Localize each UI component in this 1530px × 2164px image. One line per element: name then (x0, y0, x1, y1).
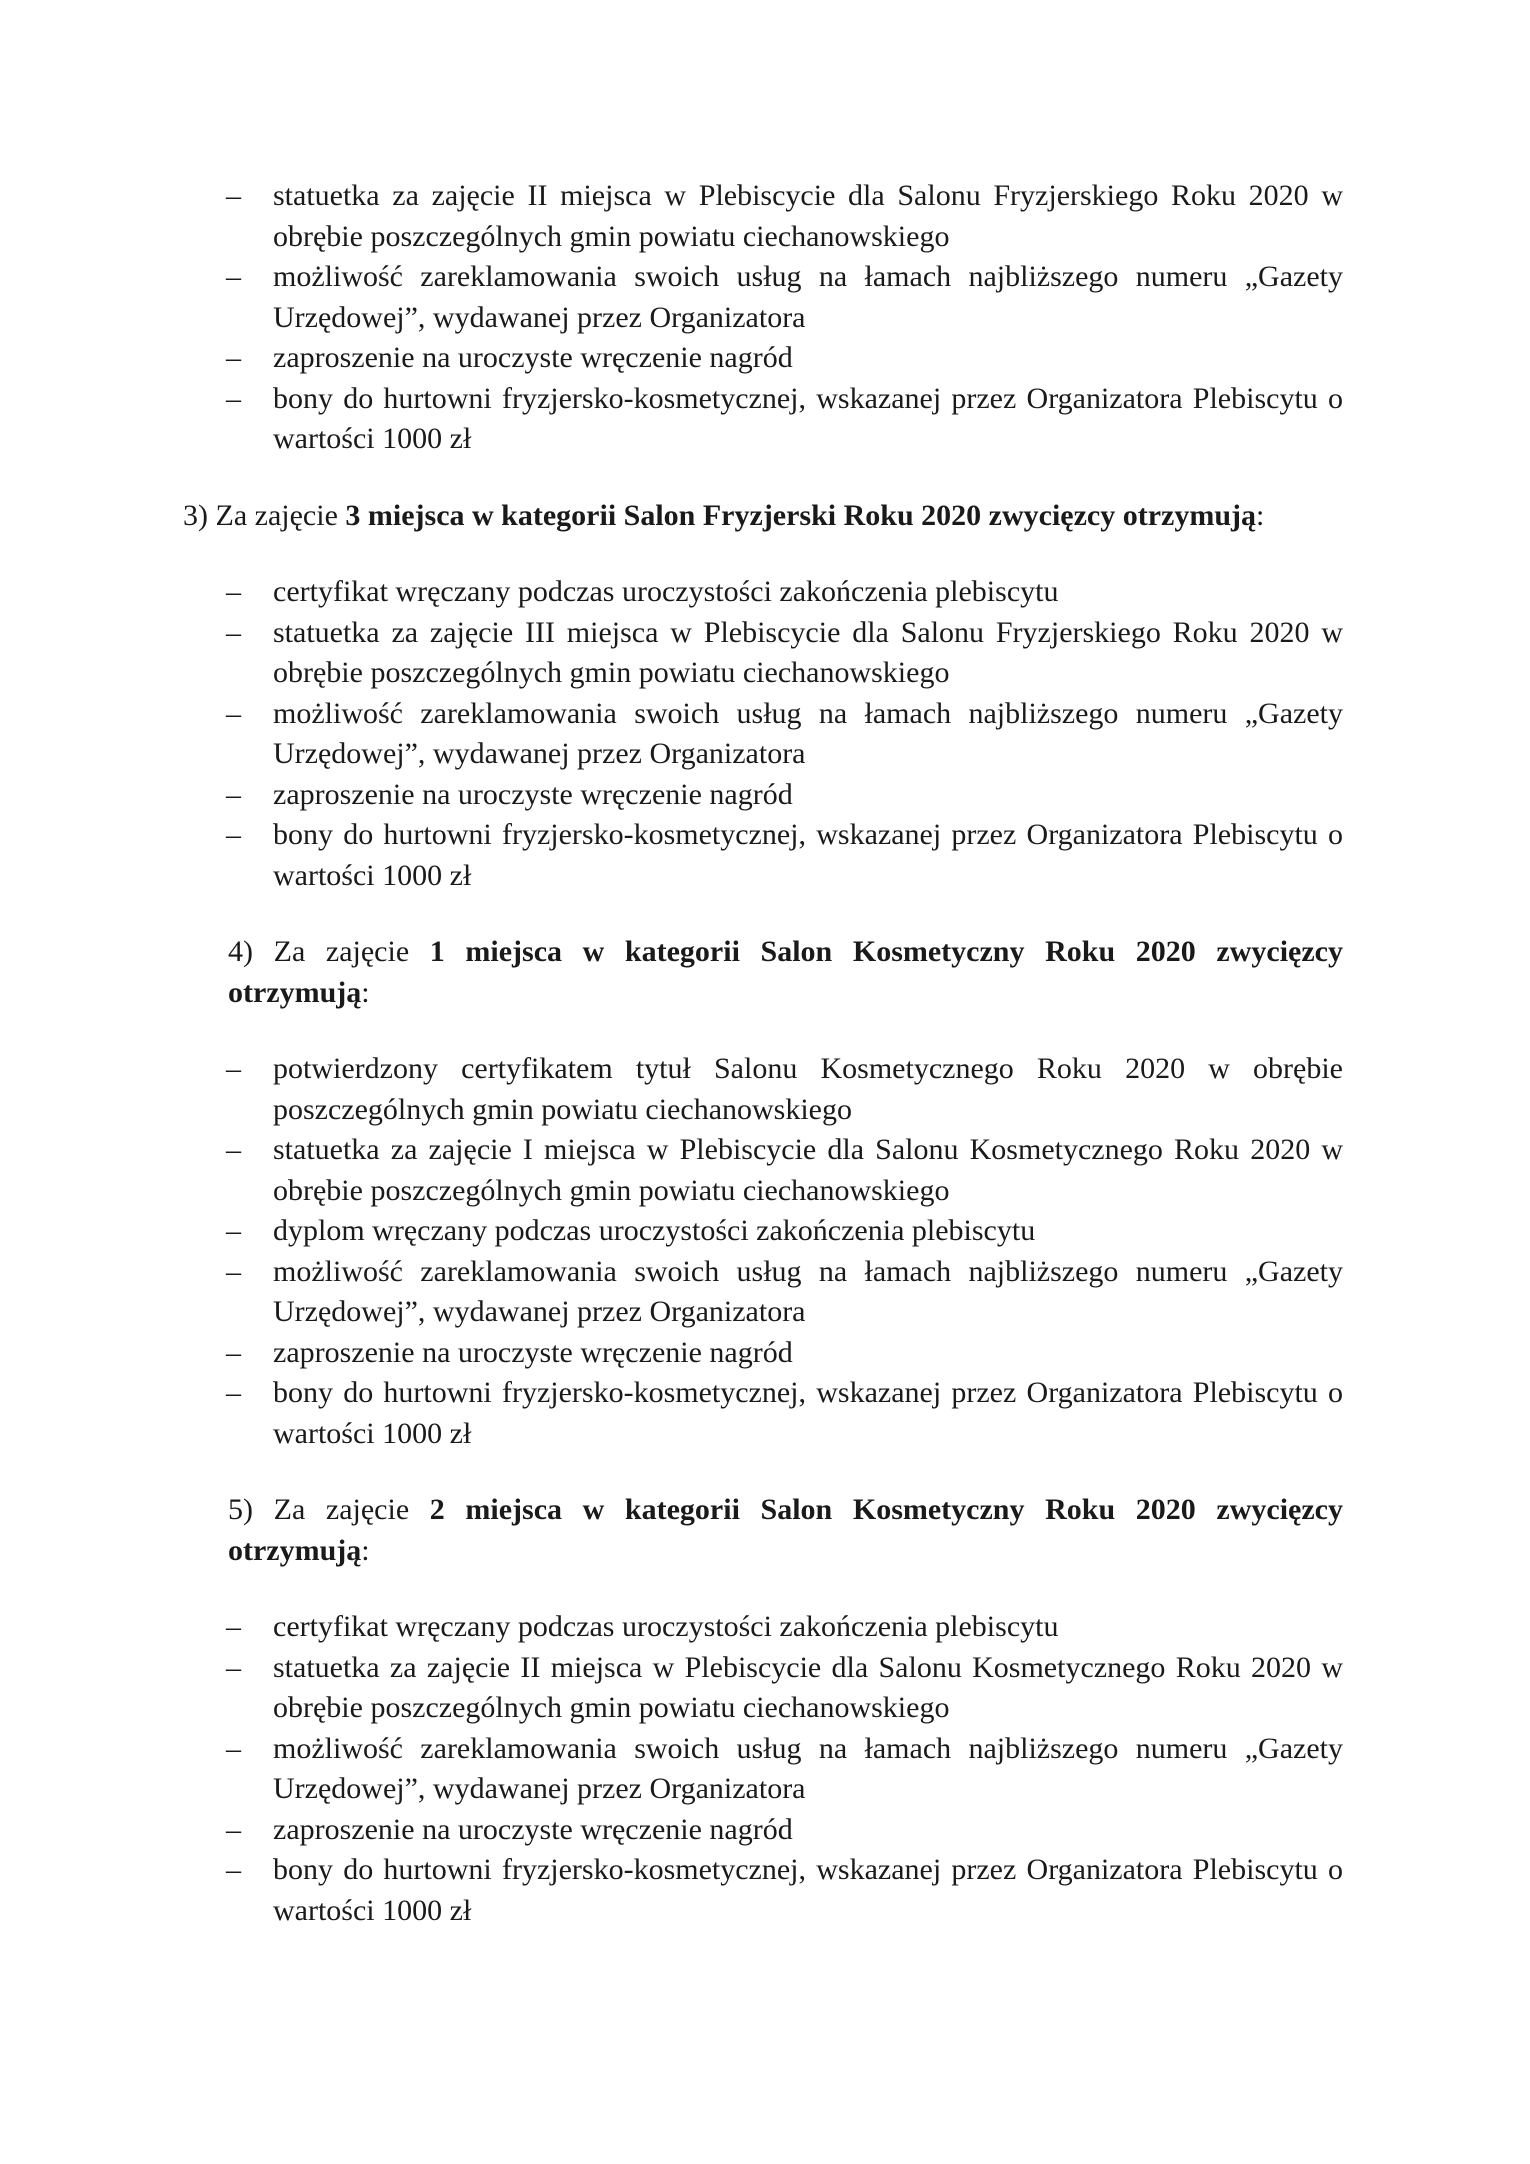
bullet-dash: – (226, 777, 241, 811)
bullet-dash: – (226, 260, 241, 293)
bullet-dash: – (226, 1052, 241, 1085)
list-item (183, 694, 1343, 775)
bullet-dash: – (226, 1731, 241, 1765)
heading-bold: 3 miejsca w kategorii Salon Fryzjerski Roku 2020 zwycięzcy otrzymują (345, 498, 1257, 532)
bullet-dash: – (226, 1254, 241, 1288)
list-item-text: możliwość zareklamowania swoich usług na łamach najbliższego numeru „Gazety Urzędowej”, wydawanej przez Organizatora (273, 1254, 1343, 1328)
list-item-text: możliwość zareklamowania swoich usług na łamach najbliższego numeru „Gazety Urzędowej”, wydawanej przez Organizatora (273, 1731, 1343, 1805)
list-item (183, 1810, 1343, 1851)
section-5-list (183, 1607, 1343, 1931)
bullet-dash: – (226, 1376, 241, 1409)
list-item-text: zaproszenie na uroczyste wręczenie nagród (273, 1812, 793, 1846)
list-item (183, 1648, 1343, 1729)
heading-bold: 1 miejsca w kategorii Salon Kosmetyczny Roku 2020 zwycięzcy (429, 935, 1343, 968)
bullet-dash: – (226, 575, 241, 608)
heading-prefix: 3) Za zajęcie (183, 498, 346, 532)
bullet-dash: – (226, 1214, 241, 1247)
list-item (183, 1049, 1343, 1130)
list-item (183, 613, 1343, 694)
list-item-text: bony do hurtowni fryzjersko-kosmetycznej, wskazanej przez Organizatora Plebiscytu o wartości 1000 zł (273, 1853, 1343, 1927)
heading-bold: 2 miejsca w kategorii Salon Kosmetyczny Roku 2020 zwycięzcy (429, 1493, 1343, 1526)
list-item-text: możliwość zareklamowania swoich usług na łamach najbliższego numeru „Gazety Urzędowej”, wydawanej przez Organizatora (273, 260, 1343, 334)
section-4-list (183, 1049, 1343, 1454)
list-item-text: możliwość zareklamowania swoich usług na łamach najbliższego numeru „Gazety Urzędowej”, wydawanej przez Organizatora (273, 696, 1343, 770)
section-3-heading (183, 496, 1343, 537)
list-item-text: certyfikat wręczany podczas uroczystości zakończenia plebiscytu (273, 575, 1059, 608)
list-item (183, 572, 1343, 613)
bullet-dash: – (226, 1650, 241, 1684)
heading-suffix: : (1256, 498, 1265, 532)
list-item (183, 1211, 1343, 1252)
bullet-dash: – (226, 1812, 241, 1846)
bullet-dash: – (226, 1335, 241, 1369)
list-item (183, 1729, 1343, 1810)
list-item (183, 338, 1343, 379)
list-item (183, 1373, 1343, 1454)
list-item-text: bony do hurtowni fryzjersko-kosmetycznej, wskazanej przez Organizatora Plebiscytu o wartości 1000 zł (273, 818, 1343, 892)
list-item-text: bony do hurtowni fryzjersko-kosmetycznej, wskazanej przez Organizatora Plebiscytu o wartości 1000 zł (273, 381, 1343, 455)
document-body (183, 176, 1343, 1931)
list-item-text: statuetka za zajęcie III miejsca w Plebiscycie dla Salonu Fryzjerskiego Roku 2020 w obrębie poszczególnych gmin powiatu ciechanowskiego (273, 615, 1343, 689)
list-item (183, 1333, 1343, 1374)
list-item-text: certyfikat wręczany podczas uroczystości zakończenia plebiscytu (273, 1610, 1059, 1643)
list-item (183, 257, 1343, 338)
heading-prefix: 5) Za zajęcie (228, 1493, 430, 1526)
bullet-dash: – (226, 1133, 241, 1166)
bullet-dash: – (226, 1610, 241, 1643)
bullet-dash: – (226, 615, 241, 649)
bullet-dash: – (226, 179, 241, 212)
list-item-text: dyplom wręczany podczas uroczystości zakończenia plebiscytu (273, 1214, 1036, 1247)
list-item (183, 1130, 1343, 1211)
heading-line-1 (228, 1490, 1343, 1531)
list-item-text: statuetka za zajęcie II miejsca w Plebiscycie dla Salonu Fryzjerskiego Roku 2020 w obrębie poszczególnych gmin powiatu ciechanowskiego (273, 179, 1343, 253)
list-item (183, 379, 1343, 460)
section-3-list (183, 572, 1343, 896)
list-item (183, 815, 1343, 896)
bullet-dash: – (226, 381, 241, 415)
list-item (183, 1607, 1343, 1648)
section-4-heading (183, 932, 1343, 1013)
list-item-text: statuetka za zajęcie II miejsca w Plebiscycie dla Salonu Kosmetycznego Roku 2020 w obrębie poszczególnych gmin powiatu ciechanowskiego (273, 1650, 1343, 1724)
list-item-text: potwierdzony certyfikatem tytuł Salonu Kosmetycznego Roku 2020 w obrębie poszczególnych gmin powiatu ciechanowskiego (273, 1052, 1343, 1126)
heading-line-1 (228, 932, 1343, 973)
bullet-dash: – (226, 818, 241, 851)
list-item (183, 775, 1343, 816)
heading-suffix: : (361, 975, 370, 1009)
list-item-text: zaproszenie na uroczyste wręczenie nagród (273, 777, 793, 811)
list-item (183, 1252, 1343, 1333)
section-2-list (183, 176, 1343, 460)
heading-bold-line-2: otrzymują (228, 1533, 362, 1567)
heading-prefix: 4) Za zajęcie (228, 935, 430, 968)
bullet-dash: – (226, 1853, 241, 1886)
list-item (183, 1850, 1343, 1931)
list-item-text: zaproszenie na uroczyste wręczenie nagród (273, 341, 793, 374)
heading-suffix: : (361, 1533, 370, 1567)
heading-bold-line-2: otrzymują (228, 975, 362, 1009)
bullet-dash: – (226, 341, 241, 374)
list-item-text: zaproszenie na uroczyste wręczenie nagród (273, 1335, 793, 1369)
bullet-dash: – (226, 696, 241, 730)
list-item (183, 176, 1343, 257)
list-item-text: bony do hurtowni fryzjersko-kosmetycznej, wskazanej przez Organizatora Plebiscytu o wartości 1000 zł (273, 1376, 1343, 1450)
section-5-heading (183, 1490, 1343, 1571)
list-item-text: statuetka za zajęcie I miejsca w Plebiscycie dla Salonu Kosmetycznego Roku 2020 w obrębie poszczególnych gmin powiatu ciechanowskiego (273, 1133, 1343, 1207)
